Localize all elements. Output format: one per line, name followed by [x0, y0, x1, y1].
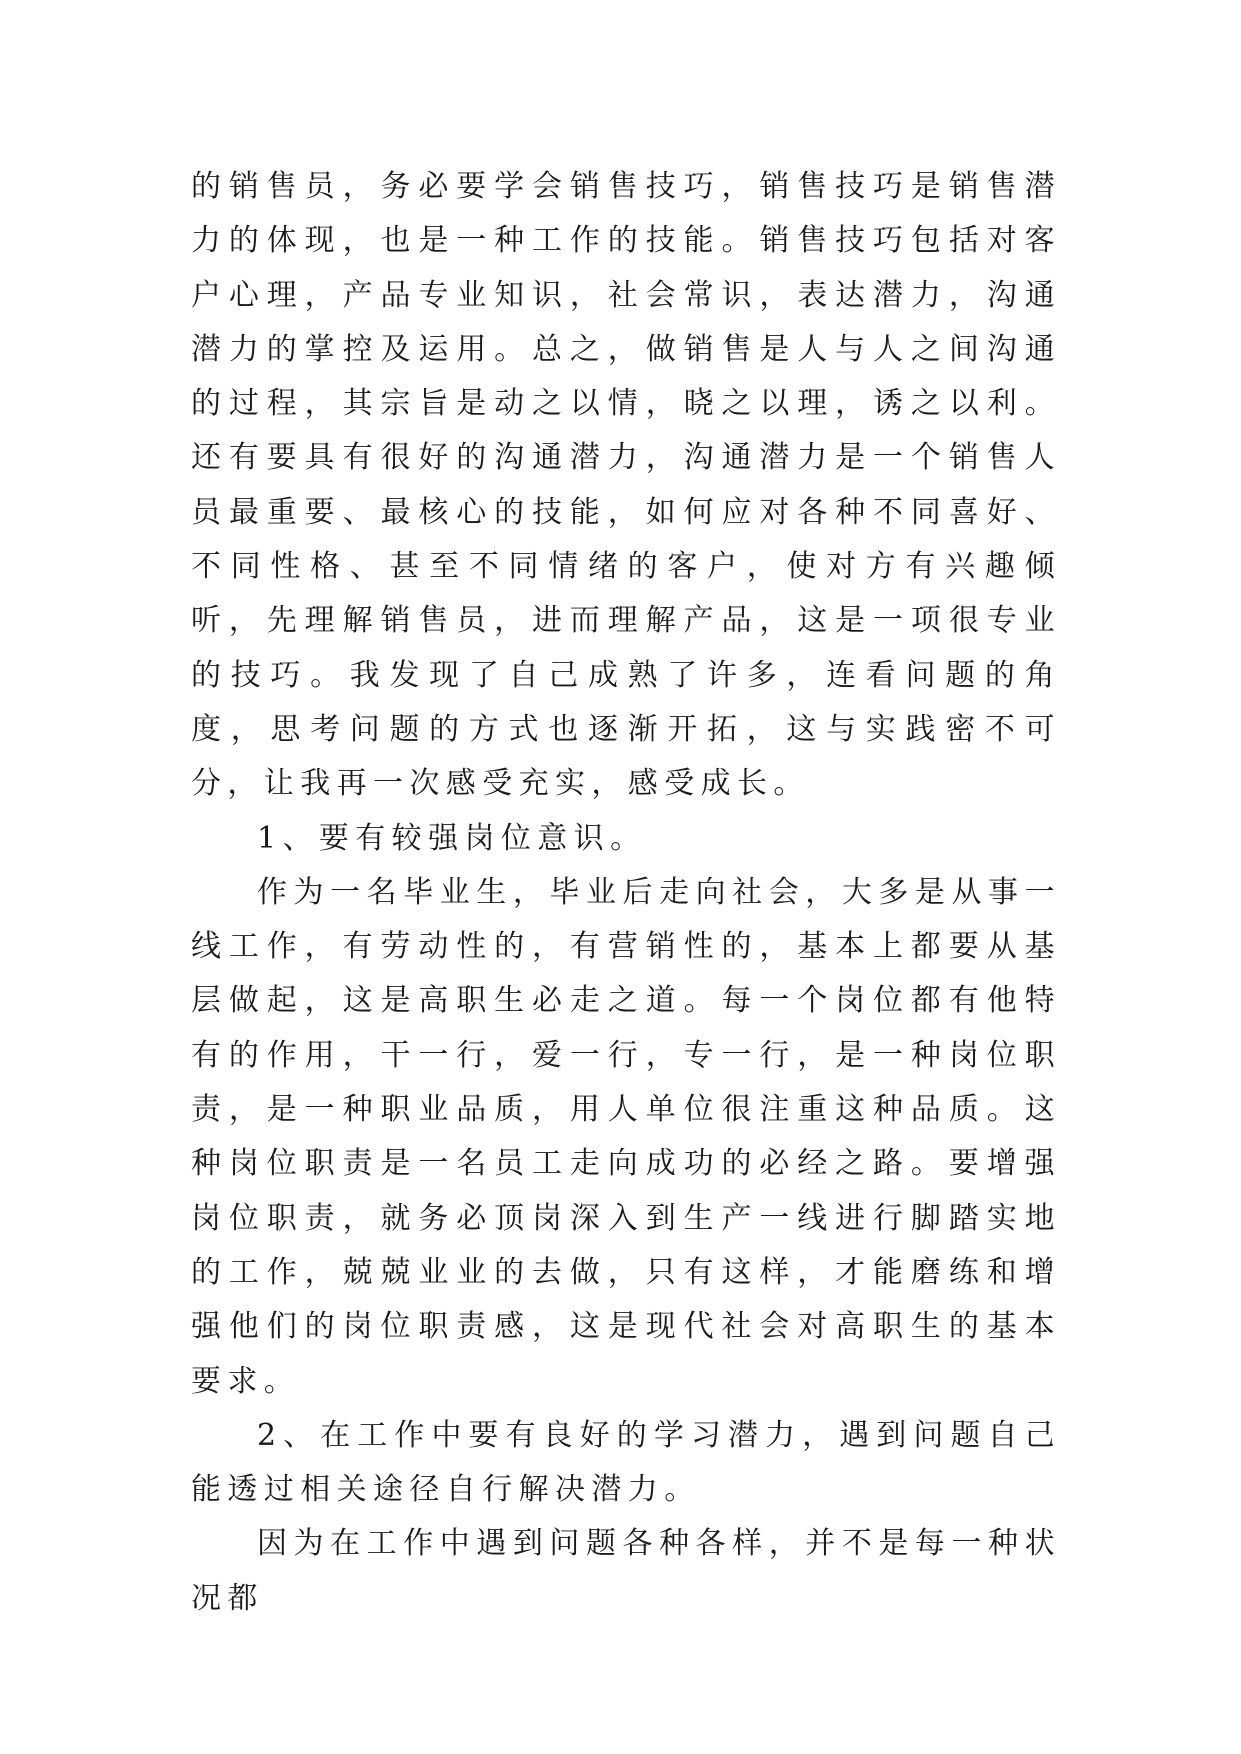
paragraph-problems-at-work: 因为在工作中遇到问题各种各样，并不是每一种状况都 [191, 1526, 1061, 1616]
paragraph-job-responsibility: 作为一名毕业生，毕业后走向社会，大多是从事一线工作，有劳动性的，有营销性的，基本上都要从基层做起，这是高职生必走之道。每一个岗位都有他特有的作用，干一行，爱一行，专一行，是一种岗位职责，是一种职业品质，用人单位很注重这种品质。这种岗位职责是一名员工走向成功的必经之路。要增强岗位职责，就务必顶岗深入到生产一线进行脚踏实地的工作，兢兢业业的去做，只有这样，才能磨练和增强他们的岗位职责感，这是现代社会对高职生的基本要求。 [191, 874, 1061, 1399]
paragraph-heading-2: 2、在工作中要有良好的学习潜力，遇到问题自己能透过相关途径自行解决潜力。 [191, 1417, 1061, 1508]
document-body [191, 160, 1061, 1626]
paragraph-heading-1: 1、要有较强岗位意识。 [257, 820, 647, 856]
paragraph-sales-skills: 的销售员，务必要学会销售技巧，销售技巧是销售潜力的体现，也是一种工作的技能。销售技巧包括对客户心理，产品专业知识，社会常识，表达潜力，沟通潜力的掌控及运用。总之，做销售是人与人之间沟通的过程，其宗旨是动之以情，晓之以理，诱之以利。还有要具有很好的沟通潜力，沟通潜力是一个销售人员最重要、最核心的技能，如何应对各种不同喜好、不同性格、甚至不同情绪的客户，使对方有兴趣倾听，先理解销售员，进而理解产品，这是一项很专业的技巧。我发现了自己成熟了许多，连看问题的角度，思考问题的方式也逐渐开拓，这与实践密不可分，让我再一次感受充实，感受成长。 [191, 169, 1061, 802]
